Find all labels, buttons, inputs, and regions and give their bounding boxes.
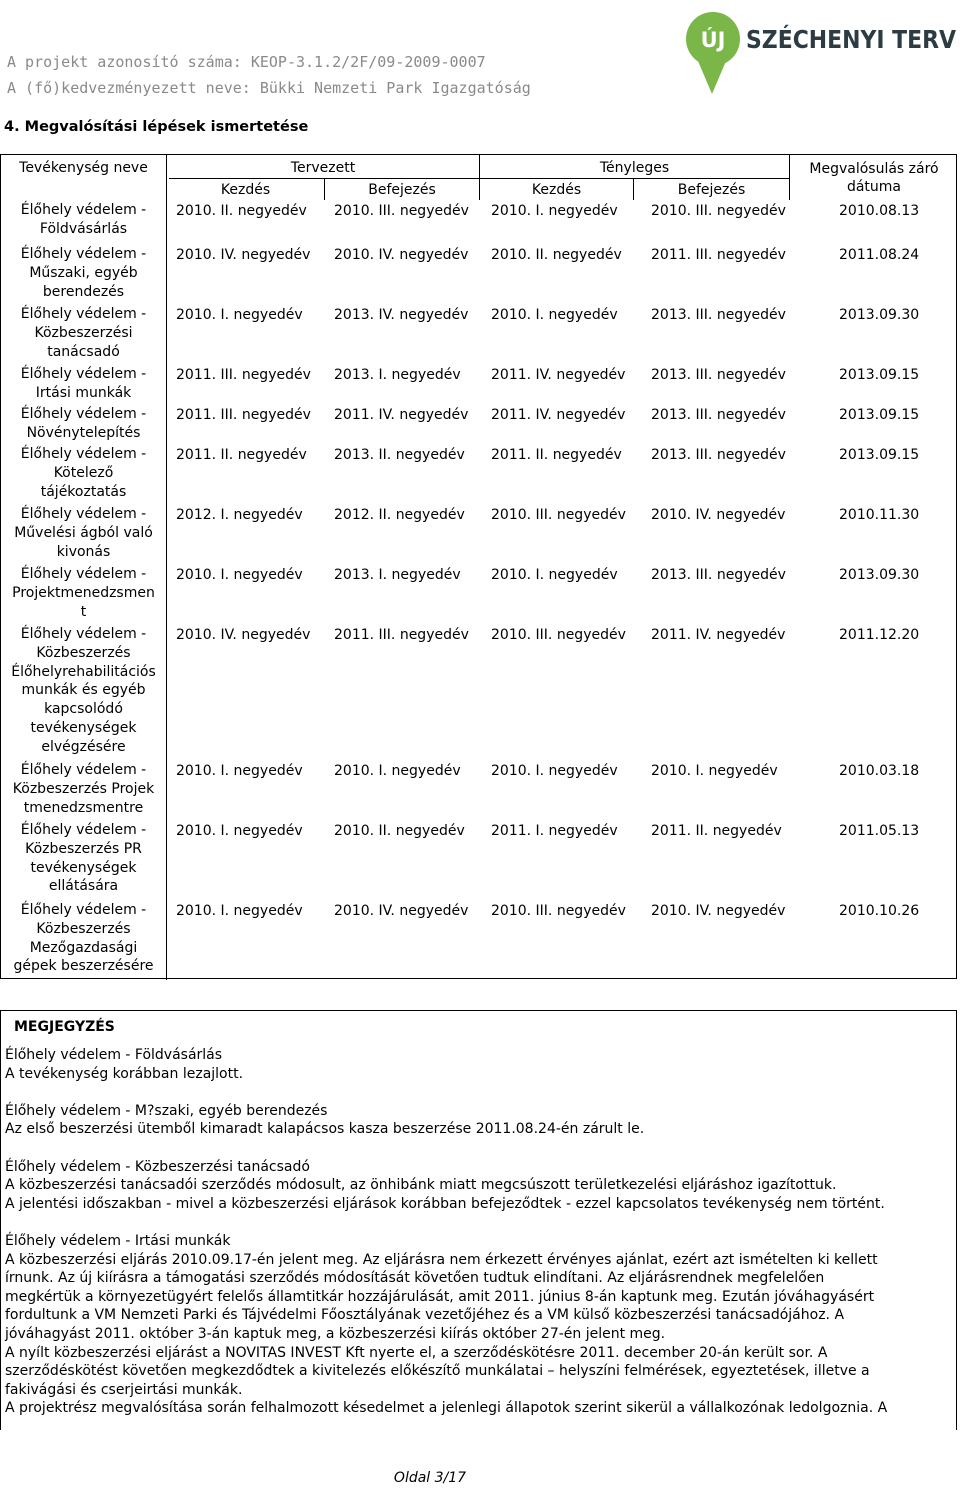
- cell-planned-start: 2010. IV. negyedév: [176, 627, 311, 643]
- activity-name: Élőhely védelem - Közbeszerzési tanácsadó: [20, 306, 147, 360]
- note-line: írnunk. Az új kiírásra a támogatási szerződés módosítását követően tudtuk elindítani. Az eljárásrendnek megfelelően: [5, 1270, 825, 1287]
- note-line: Élőhely védelem - Közbeszerzési tanácsadó: [5, 1158, 310, 1175]
- activity-column-divider: [166, 155, 167, 980]
- section-title: 4. Megvalósítási lépések ismertetése: [4, 119, 309, 135]
- note-line: szerződéskötést követően megkezdődtek a kivitelezés előkészítő munkálatai – helyszíni felmérések, egyeztetések, illetve a: [5, 1363, 870, 1380]
- cell-completion: 2013.09.15: [839, 367, 920, 383]
- cell-planned-start: 2010. I. negyedév: [176, 763, 303, 779]
- header-actual-start: Kezdés: [531, 182, 582, 198]
- cell-planned-end: 2011. IV. negyedév: [334, 407, 469, 423]
- activity-name: Élőhely védelem - Közbeszerzés Élőhelyrehabilitációs munkák és egyéb kapcsolódó tevékenységek elvégzésére: [11, 626, 156, 755]
- cell-planned-end: 2013. II. negyedév: [334, 447, 465, 463]
- cell-planned-start: 2011. III. negyedév: [176, 367, 311, 383]
- cell-completion: 2011.08.24: [839, 247, 920, 263]
- cell-actual-end: 2013. III. negyedév: [651, 307, 786, 323]
- cell-planned-start: 2010. I. negyedév: [176, 307, 303, 323]
- cell-actual-start: 2010. I. negyedév: [491, 307, 618, 323]
- cell-planned-start: 2010. IV. negyedév: [176, 247, 311, 263]
- header-actual-end: Befejezés: [677, 182, 746, 198]
- activity-name: Élőhely védelem - Közbeszerzés Projek tmenedzsmentre: [12, 762, 155, 816]
- cell-completion: 2010.10.26: [839, 903, 920, 919]
- cell-actual-end: 2011. III. negyedév: [651, 247, 786, 263]
- cell-planned-start: 2010. II. negyedév: [176, 203, 307, 219]
- cell-planned-end: 2010. I. negyedév: [334, 763, 461, 779]
- activity-name: Élőhely védelem - Kötelező tájékoztatás: [20, 446, 147, 500]
- header-planned: Tervezett: [290, 160, 356, 176]
- cell-actual-end: 2010. IV. negyedév: [651, 507, 786, 523]
- project-id-line: A projekt azonosító száma: KEOP-3.1.2/2F/09-2009-0007: [7, 53, 486, 71]
- cell-actual-end: 2013. III. negyedév: [651, 367, 786, 383]
- cell-actual-end: 2010. III. negyedév: [651, 203, 786, 219]
- header-planned-end: Befejezés: [368, 182, 436, 198]
- activity-name: Élőhely védelem - Irtási munkák: [20, 366, 147, 401]
- cell-planned-start: 2010. I. negyedév: [176, 903, 303, 919]
- note-line: fakivágási és cserjeirtási munkák.: [5, 1381, 243, 1398]
- cell-actual-start: 2010. II. negyedév: [491, 247, 622, 263]
- logo-badge-tail: [698, 61, 726, 94]
- note-line: A tevékenység korábban lezajlott.: [5, 1065, 244, 1082]
- cell-actual-start: 2011. IV. negyedév: [491, 407, 626, 423]
- cell-completion: 2010.11.30: [839, 507, 920, 523]
- cell-planned-start: 2012. I. negyedév: [176, 507, 303, 523]
- cell-planned-start: 2010. I. negyedév: [176, 823, 303, 839]
- logo-wordmark: SZÉCHENYI TERV: [746, 25, 957, 54]
- activity-name: Élőhely védelem - Projektmenedzsmen t: [12, 566, 155, 620]
- cell-actual-end: 2010. I. negyedév: [651, 763, 778, 779]
- cell-planned-end: 2010. IV. negyedév: [334, 903, 469, 919]
- cell-planned-end: 2013. IV. negyedév: [334, 307, 469, 323]
- cell-actual-start: 2010. I. negyedév: [491, 763, 618, 779]
- note-line: Az első beszerzési ütemből kimaradt kalapácsos kasza beszerzése 2011.08.24-én zárult le.: [5, 1121, 645, 1138]
- cell-planned-start: 2011. II. negyedév: [176, 447, 307, 463]
- szechenyi-terv-logo: [686, 6, 958, 96]
- notes-box: [0, 1010, 957, 1430]
- cell-completion: 2013.09.30: [839, 567, 920, 583]
- cell-planned-end: 2013. I. negyedév: [334, 567, 461, 583]
- cell-completion: 2011.12.20: [839, 627, 920, 643]
- cell-actual-start: 2011. I. negyedév: [491, 823, 618, 839]
- cell-actual-end: 2011. IV. negyedév: [651, 627, 786, 643]
- activity-name: Élőhely védelem - Növénytelepítés: [20, 406, 147, 441]
- note-line: A jelentési időszakban - mivel a közbeszerzési eljárások korábban befejeződtek - ezzel kapcsolatos tevékenység nem történt.: [5, 1195, 885, 1212]
- cell-planned-end: 2011. III. negyedév: [334, 627, 469, 643]
- note-line: megkértük a környezetügyért felelős államtitkár hozzájárulását, amit 2011. június 8-án kaptunk meg. Ezután jóváhagyásért: [5, 1288, 875, 1305]
- activity-name: Élőhely védelem - Közbeszerzés Mezőgazdasági gépek beszerzésére: [13, 902, 154, 975]
- cell-actual-end: 2013. III. negyedév: [651, 447, 786, 463]
- logo-badge-text: ÚJ: [700, 28, 726, 52]
- note-line: Élőhely védelem - Földvásárlás: [5, 1047, 223, 1063]
- header-activity: Tevékenység neve: [19, 160, 148, 176]
- note-line: fordultunk a VM Nemzeti Parki és Tájvédelmi Főosztályának vezetőjéhez és a VM külső közbeszerzési tanácsadójához. A: [5, 1307, 845, 1324]
- note-line: Élőhely védelem - M?szaki, egyéb berendezés: [5, 1102, 328, 1119]
- cell-actual-start: 2010. III. negyedév: [491, 627, 626, 643]
- cell-completion: 2010.08.13: [839, 203, 920, 219]
- note-line: Élőhely védelem - Irtási munkák: [5, 1233, 231, 1249]
- page-number: Oldal 3/17: [393, 1470, 467, 1486]
- cell-actual-end: 2010. IV. negyedév: [651, 903, 786, 919]
- implementation-steps-table: [0, 154, 957, 979]
- cell-actual-start: 2011. IV. negyedév: [491, 367, 626, 383]
- note-line: A nyílt közbeszerzési eljárást a NOVITAS INVEST Kft nyerte el, a szerződéskötésre 2011. december 20-án került sor. A: [5, 1344, 828, 1361]
- header-planned-start: Kezdés: [220, 182, 271, 198]
- note-line: A közbeszerzési tanácsadói szerződés módosult, az önhibánk miatt megcsúszott területkezelési eljáráshoz igazítottuk.: [5, 1177, 837, 1194]
- activity-name: Élőhely védelem - Műszaki, egyéb berendezés: [20, 246, 147, 300]
- activity-name: Élőhely védelem - Közbeszerzés PR tevékenységek ellátására: [20, 822, 147, 895]
- beneficiary-line: A (fő)kedvezményezett neve: Bükki Nemzeti Park Igazgatóság: [7, 79, 531, 97]
- header-completion: Megvalósulás záró dátuma: [809, 161, 939, 195]
- cell-planned-end: 2012. II. negyedév: [334, 507, 465, 523]
- cell-actual-start: 2010. I. negyedév: [491, 203, 618, 219]
- cell-actual-start: 2010. III. negyedév: [491, 507, 626, 523]
- cell-planned-end: 2010. II. negyedév: [334, 823, 465, 839]
- cell-actual-end: 2013. III. negyedév: [651, 407, 786, 423]
- cell-completion: 2011.05.13: [839, 823, 920, 839]
- note-line: jóváhagyást 2011. október 3-án kaptuk meg, a közbeszerzési kiírás október 27-én jelent meg.: [5, 1326, 666, 1342]
- cell-actual-start: 2010. III. negyedév: [491, 903, 626, 919]
- cell-planned-start: 2010. I. negyedév: [176, 567, 303, 583]
- cell-planned-end: 2010. IV. negyedév: [334, 247, 469, 263]
- cell-actual-end: 2013. III. negyedév: [651, 567, 786, 583]
- cell-planned-end: 2010. III. negyedév: [334, 203, 469, 219]
- notes-title: MEGJEGYZÉS: [14, 1019, 115, 1035]
- cell-completion: 2013.09.15: [839, 407, 920, 423]
- note-line: A projektrész megvalósítása során felhalmozott késedelmet a jelenlegi állapotok szerint sikerül a vállalkozónak ledolgoznia. A: [5, 1400, 888, 1417]
- cell-completion: 2013.09.30: [839, 307, 920, 323]
- cell-actual-end: 2011. II. negyedév: [651, 823, 782, 839]
- cell-completion: 2010.03.18: [839, 763, 920, 779]
- cell-actual-start: 2010. I. negyedév: [491, 567, 618, 583]
- cell-actual-start: 2011. II. negyedév: [491, 447, 622, 463]
- cell-planned-end: 2013. I. negyedév: [334, 367, 461, 383]
- activity-name: Élőhely védelem - Földvásárlás: [20, 202, 147, 237]
- header-actual: Tényleges: [599, 160, 670, 176]
- cell-planned-start: 2011. III. negyedév: [176, 407, 311, 423]
- activity-name: Élőhely védelem - Művelési ágból való kivonás: [14, 506, 153, 560]
- note-line: A közbeszerzési eljárás 2010.09.17-én jelent meg. Az eljárásra nem érkezett érvényes ajánlat, ezért azt ismételten ki kellett: [5, 1251, 878, 1268]
- cell-completion: 2013.09.15: [839, 447, 920, 463]
